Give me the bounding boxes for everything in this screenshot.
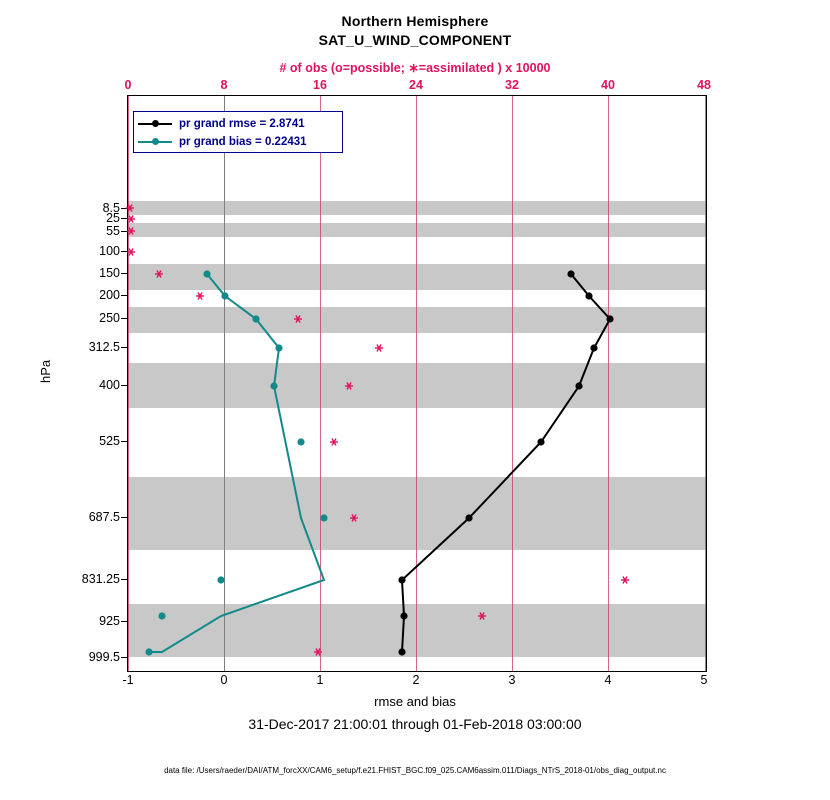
y-tick-525: 525 (99, 434, 120, 448)
y-tick-999.5: 999.5 (88, 650, 120, 664)
series-obs-markers (126, 205, 629, 656)
top-tick-1: 8 (220, 78, 228, 92)
series-bias-line (149, 274, 324, 652)
y-tick-200: 200 (99, 288, 120, 302)
y-tick-925: 925 (99, 614, 120, 628)
legend-dot-icon (152, 138, 159, 145)
top-axis-label: # of obs (o=possible; ∗=assimilated ) x 10000 (279, 61, 551, 75)
y-tick-400: 400 (99, 378, 120, 392)
legend-label-bias: pr grand bias = 0.22431 (179, 136, 307, 148)
series-rmse-line (402, 274, 610, 652)
top-tick-6: 48 (697, 78, 711, 92)
top-tick-3: 24 (409, 78, 423, 92)
top-tick-5: 40 (601, 78, 615, 92)
legend-entry-rmse (138, 116, 305, 132)
legend-line-icon (138, 123, 172, 125)
y-tick-250: 250 (99, 311, 120, 325)
data-file-caption: data file: /Users/raeder/DAI/ATM_forcXX/CAM6_setup/f.e21.FHIST_BGC.f09_025.CAM6assim.011/Diags_NTrS_2018-01/obs_diag_output.nc (164, 766, 666, 775)
y-tick-100: 100 (99, 244, 120, 258)
date-range-caption: 31-Dec-2017 21:00:01 through 01-Feb-2018 03:00:00 (248, 716, 582, 732)
top-tick-2: 16 (313, 78, 327, 92)
plot-area (127, 95, 707, 672)
legend-entry-bias (138, 134, 307, 150)
bottom-tick-3: 2 (412, 673, 420, 687)
bottom-tick-6: 5 (700, 673, 708, 687)
top-tick-0: 0 (124, 78, 132, 92)
series-rmse-markers (398, 270, 613, 655)
y-tick-831.25: 831.25 (81, 572, 120, 586)
bottom-tick-2: 1 (316, 673, 324, 687)
y-axis-label: hPa (38, 359, 53, 383)
y-tick-687.5: 687.5 (88, 510, 120, 524)
legend-dot-icon (152, 120, 159, 127)
y-tick-25: 25 (106, 211, 120, 225)
chart-title (0, 12, 830, 50)
y-tick-8.5: 8.5 (102, 201, 120, 215)
series-overlay (128, 96, 706, 671)
bottom-tick-5: 4 (604, 673, 612, 687)
y-tick-55: 55 (106, 224, 120, 238)
y-tick-312.5: 312.5 (88, 340, 120, 354)
chart-legend (133, 111, 343, 153)
bottom-tick-1: 0 (220, 673, 228, 687)
legend-line-icon (138, 141, 172, 143)
title-line-1: Northern Hemisphere (341, 13, 489, 29)
bottom-tick-4: 3 (508, 673, 516, 687)
top-tick-4: 32 (505, 78, 519, 92)
legend-label-rmse: pr grand rmse = 2.8741 (179, 118, 305, 130)
title-line-2: SAT_U_WIND_COMPONENT (318, 32, 512, 48)
x-axis-label: rmse and bias (374, 694, 456, 709)
y-tick-150: 150 (99, 266, 120, 280)
bottom-tick-0: -1 (122, 673, 134, 687)
series-bias-markers (145, 270, 327, 655)
